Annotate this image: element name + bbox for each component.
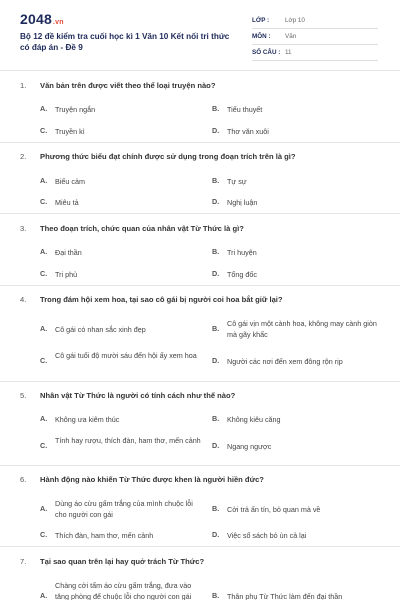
question-number: 6. <box>20 475 27 484</box>
divider <box>0 70 400 71</box>
option-letter: A. <box>40 104 48 113</box>
question-text: Trong đám hội xem hoa, tại sao cô gái bị người coi hoa bắt giữ lại? <box>40 295 283 304</box>
option-letter: C. <box>40 530 48 539</box>
meta-value: Lớp 10 <box>285 17 305 24</box>
option-letter: A. <box>40 414 48 423</box>
option-text: Thích đàn, ham thơ, mến cảnh <box>55 531 154 540</box>
page-title: Bộ 12 đề kiểm tra cuối học kì 1 Văn 10 Kết nối tri thức có đáp án - Đề 9 <box>20 32 230 52</box>
logo-suffix: .vn <box>52 19 64 26</box>
question-text: Theo đoạn trích, chức quan của nhân vật Từ Thức là gì? <box>40 224 244 233</box>
option-text: Tri phủ <box>55 270 78 279</box>
meta-value: Văn <box>285 33 297 40</box>
option-letter: D. <box>212 197 220 206</box>
option-text: Tri huyện <box>227 248 257 257</box>
option-text: Miêu tả <box>55 198 79 207</box>
option-text: Cô gái vịn một cành hoa, không may cành giòn mà gãy khấc <box>227 319 377 339</box>
question-number: 3. <box>20 224 27 233</box>
option-text: Tự sự <box>227 177 247 186</box>
option-letter: A. <box>40 247 48 256</box>
option-text: Truyền kì <box>55 127 85 136</box>
option-text: Không kiêu căng <box>227 415 281 424</box>
option-text: Biểu cảm <box>55 177 85 186</box>
option-letter: C. <box>40 269 48 278</box>
option-letter: B. <box>212 504 220 513</box>
option-letter: B. <box>212 176 220 185</box>
meta-value: 11 <box>285 49 292 56</box>
option-letter: B. <box>212 414 220 423</box>
document-header <box>0 0 400 70</box>
meta-label: MÔN : <box>252 33 271 40</box>
option-text: Cô gái tuổi độ mười sáu đến hội ấy xem hoa <box>55 351 197 360</box>
question-number: 2. <box>20 152 27 161</box>
option-text: Người các nơi đến xem đông rộn rịp <box>227 357 343 366</box>
option-letter: D. <box>212 269 220 278</box>
option-text: Cô gái có nhan sắc xinh đẹp <box>55 325 146 334</box>
option-text: Nghị luận <box>227 198 258 207</box>
option-letter: A. <box>40 504 48 513</box>
option-text: Thân phụ Từ Thức làm đến đại thần <box>227 592 343 600</box>
meta-label: LỚP : <box>252 17 270 24</box>
divider <box>0 465 400 466</box>
question-number: 4. <box>20 295 27 304</box>
question-number: 5. <box>20 391 27 400</box>
meta-table <box>252 13 378 61</box>
option-letter: C. <box>40 126 48 135</box>
option-letter: C. <box>40 356 48 365</box>
question-text: Nhân vật Từ Thức là người có tính cách như thế nào? <box>40 391 236 400</box>
option-letter: A. <box>40 176 48 185</box>
option-letter: B. <box>212 591 220 600</box>
divider <box>0 381 400 382</box>
divider <box>0 142 400 143</box>
option-letter: B. <box>212 247 220 256</box>
option-text: Không ưa kiêm thúc <box>55 415 120 424</box>
option-letter: D. <box>212 126 220 135</box>
question-text: Hành động nào khiến Từ Thức được khen là người hiền đức? <box>40 475 264 484</box>
option-text: Dùng áo cừu gấm trắng của mình chuộc lỗi cho người con gái <box>55 499 193 519</box>
option-letter: D. <box>212 530 220 539</box>
option-text: Tính hay rượu, thích đàn, ham thơ, mến cảnh <box>55 436 201 445</box>
option-letter: D. <box>212 441 220 450</box>
option-letter: C. <box>40 441 48 450</box>
question-number: 1. <box>20 81 27 90</box>
divider <box>0 285 400 286</box>
option-letter: A. <box>40 324 48 333</box>
option-text: Chàng cởi tấm áo cừu gấm trắng, đưa vào tăng phòng để chuộc lỗi cho người con gái <box>55 581 192 600</box>
divider <box>0 213 400 214</box>
question-text: Phương thức biểu đạt chính được sử dụng trong đoạn trích trên là gì? <box>40 152 296 161</box>
option-text: Tiểu thuyết <box>227 105 263 114</box>
question-text: Tại sao quan trên lại hay quở trách Từ Thức? <box>40 557 205 566</box>
option-letter: B. <box>212 104 220 113</box>
option-text: Ngang ngược <box>227 442 272 451</box>
site-logo[interactable] <box>20 11 64 27</box>
question-number: 7. <box>20 557 27 566</box>
option-letter: B. <box>212 324 220 333</box>
meta-row-count <box>252 45 378 61</box>
option-letter: D. <box>212 356 220 365</box>
option-text: Tổng đốc <box>227 270 257 279</box>
option-text: Thơ văn xuôi <box>227 127 269 136</box>
option-letter: A. <box>40 591 48 600</box>
option-text: Cởi trả ấn tín, bỏ quan mà về <box>227 505 321 514</box>
divider <box>0 546 400 547</box>
question-text: Văn bản trên được viết theo thể loại truyện nào? <box>40 81 216 90</box>
option-text: Việc sổ sách bỏ ùn cả lại <box>227 531 307 540</box>
option-text: Đại thần <box>55 248 82 257</box>
meta-row-subject <box>252 29 378 45</box>
logo-text: 2048 <box>20 11 52 27</box>
option-letter: C. <box>40 197 48 206</box>
meta-row-class <box>252 13 378 29</box>
option-text: Truyện ngắn <box>55 105 96 114</box>
meta-label: SỐ CÂU : <box>252 49 281 56</box>
